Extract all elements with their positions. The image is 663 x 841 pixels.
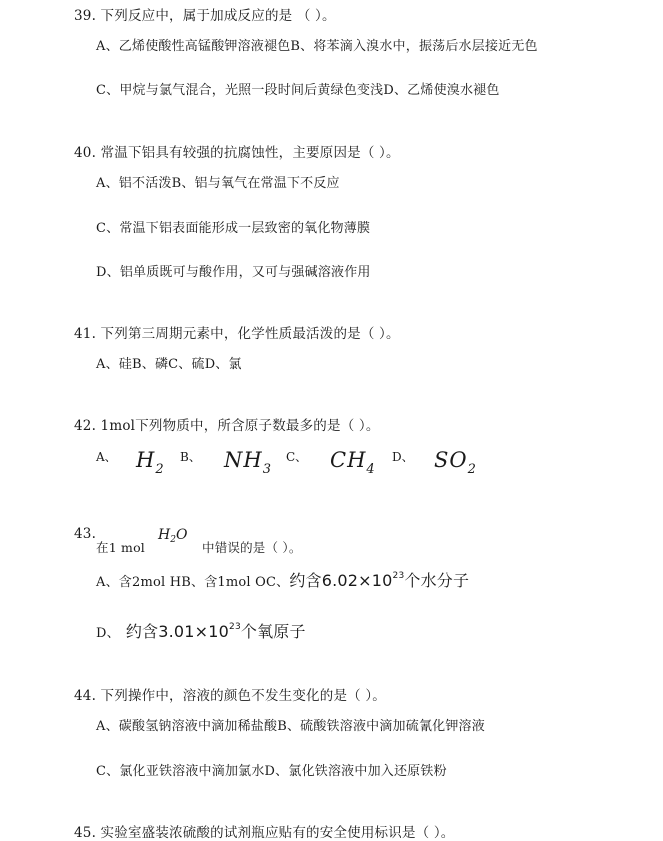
q43-number: 43. <box>74 526 97 542</box>
q44-options-line1: A、碳酸氢钠溶液中滴加稀盐酸B、硫酸铁溶液中滴加硫氰化钾溶液 <box>96 719 485 734</box>
q43-options-line2: D、 约含$3.01\times 10^{23}$个氧原子 <box>96 622 306 641</box>
q41-stem: 41. 下列第三周期元素中，化学性质最活泼的是（ ）。 <box>74 326 400 342</box>
q40-options-line2: C、常温下铝表面能形成一层致密的氧化物薄膜 <box>96 221 371 236</box>
q39-stem: 39. 下列反应中，属于加成反应的是 （ ）。 <box>74 8 336 24</box>
q42-option-b-formula: $NH_3$ <box>224 448 272 477</box>
q39-options-line2: C、甲烷与氯气混合，光照一段时间后黄绿色变浅D、乙烯使溴水褪色 <box>96 83 500 98</box>
q45-stem: 45. 实验室盛装浓硫酸的试剂瓶应贴有的安全使用标识是（ ）。 <box>74 825 455 841</box>
q40-options-line3: D、铝单质既可与酸作用，又可与强碱溶液作用 <box>96 265 371 280</box>
q42-option-d-label: D、 <box>392 450 414 464</box>
q40-options-line1: A、铝不活泼B、铝与氧气在常温下不反应 <box>96 176 340 191</box>
q43-options-line1: A、含2mol HB、含1mol OC、约含$6.02\times 10^{23}$个水分子 <box>96 571 470 590</box>
q40-stem: 40. 常温下铝具有较强的抗腐蚀性，主要原因是（ ）。 <box>74 145 400 161</box>
q42-option-c-formula: $CH_4$ <box>330 448 376 477</box>
q43-formula: $H_2O$ <box>158 527 188 545</box>
q44-options-line2: C、氯化亚铁溶液中滴加氯水D、氯化铁溶液中加入还原铁粉 <box>96 764 447 779</box>
q43-stem-post: 中错误的是（ ）。 <box>202 540 302 555</box>
q42-stem: 42. 1mol下列物质中，所含原子数最多的是（ ）。 <box>74 418 380 434</box>
q44-stem: 44. 下列操作中，溶液的颜色不发生变化的是（ ）。 <box>74 688 387 704</box>
q42-option-b-label: B、 <box>180 450 201 464</box>
q39-options-line1: A、乙烯使酸性高锰酸钾溶液褪色B、将苯滴入溴水中，振荡后水层接近无色 <box>96 39 538 54</box>
q41-options-line1: A、硅B、磷C、硫D、氯 <box>96 357 242 372</box>
q42-option-a-formula: $H_2$ <box>136 448 165 477</box>
q42-option-c-label: C、 <box>286 450 308 464</box>
q42-option-d-formula: $SO_2$ <box>434 448 477 477</box>
q43-stem-pre: 在1 mol <box>96 540 146 555</box>
q42-options-row <box>96 446 656 478</box>
q42-option-a-label: A、 <box>96 450 117 464</box>
